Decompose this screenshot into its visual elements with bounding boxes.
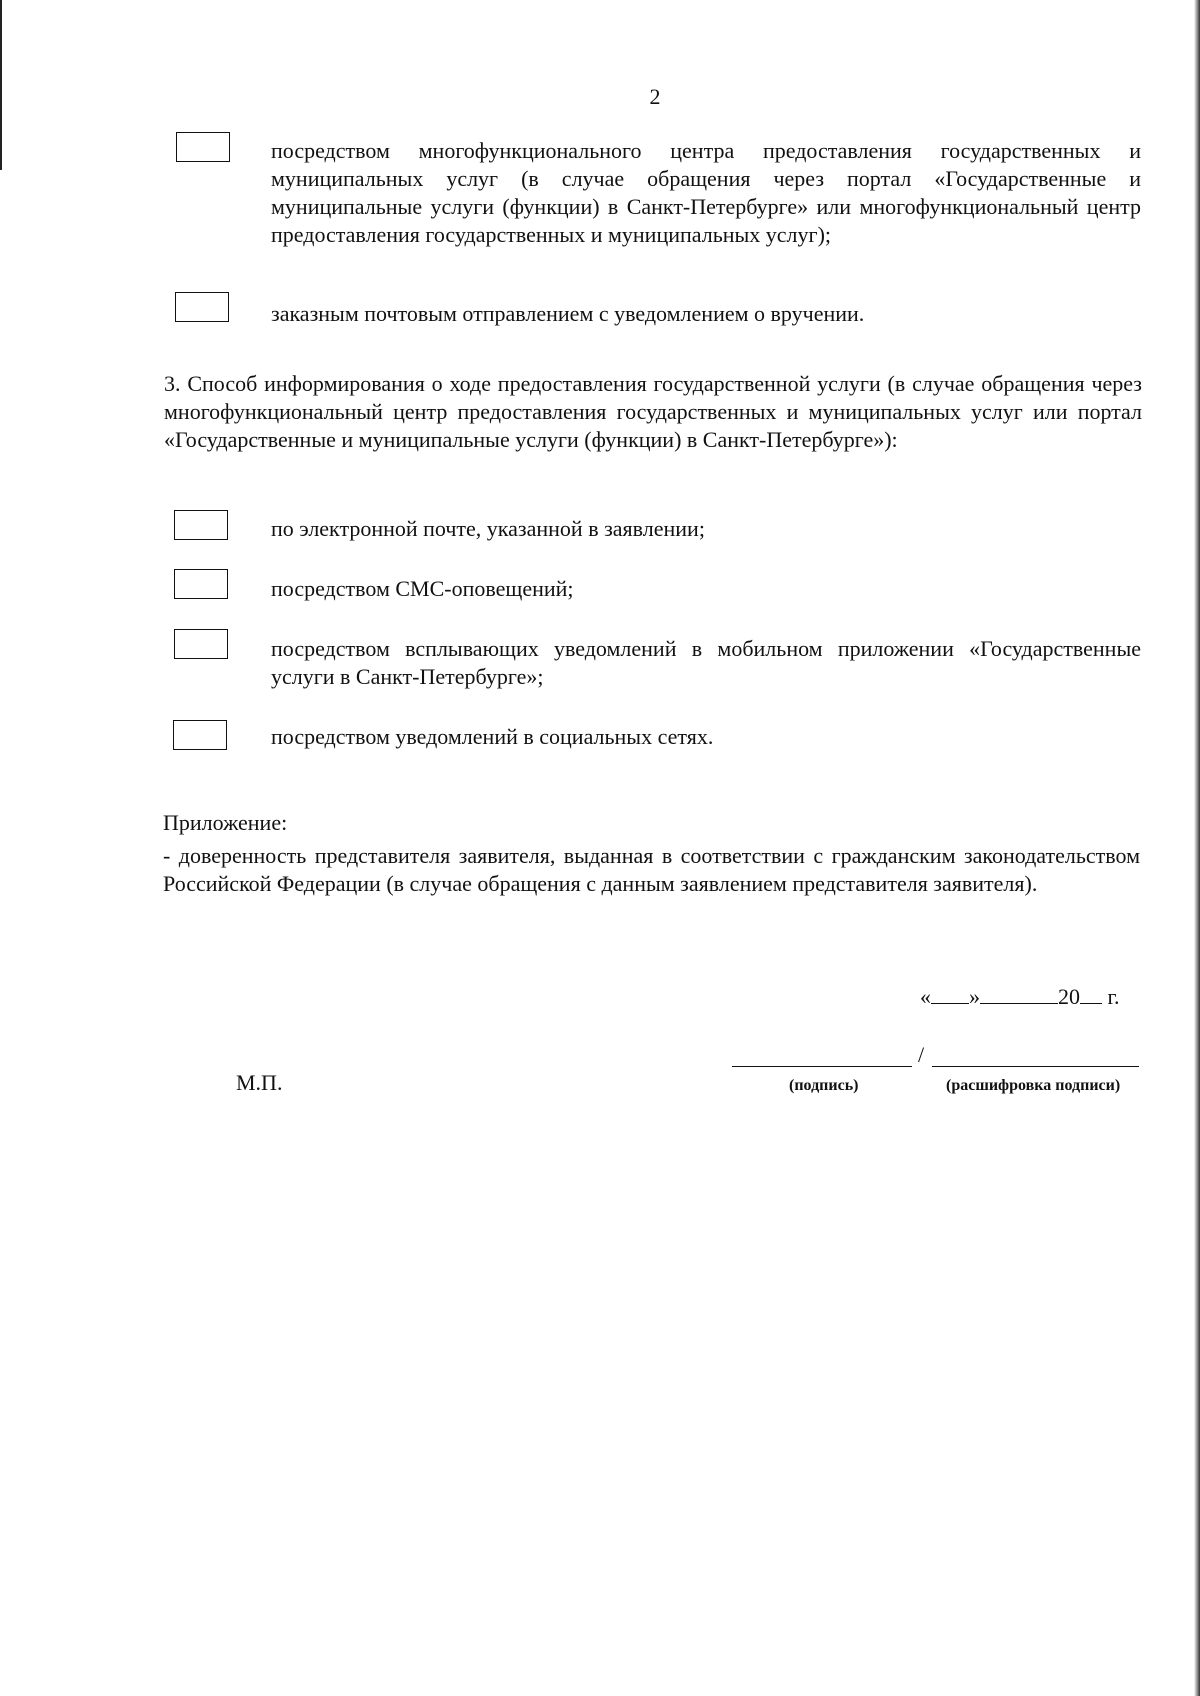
- signature-decoding-line[interactable]: [932, 1066, 1139, 1067]
- notify-option-push: посредством всплывающих уведомлений в мобильном приложении «Государственные услуги в Санкт-Петербурге»;: [271, 636, 1141, 689]
- scan-edge-right: [1194, 0, 1200, 1696]
- checkbox-notify-social[interactable]: [173, 720, 227, 750]
- notify-option-social: посредством уведомлений в социальных сетях.: [271, 724, 714, 749]
- day-blank[interactable]: [931, 983, 969, 1004]
- stamp-place: М.П.: [236, 1070, 283, 1095]
- year-prefix: 20: [1058, 984, 1080, 1009]
- delivery-option-mail: заказным почтовым отправлением с уведомлением о вручении.: [271, 301, 865, 326]
- checkbox-notify-email[interactable]: [174, 510, 228, 540]
- delivery-option-mfc: посредством многофункционального центра предоставления государственных и муниципальных услуг (в случае обращения через портал «Государственные и муниципальные услуги (функции) в Санкт-Петербурге» или многофункциональный центр предоставления государственных и муниципальных услуг);: [271, 138, 1141, 247]
- checkbox-delivery-mail[interactable]: [175, 292, 229, 322]
- section-3-text: 3. Способ информирования о ходе предоставления государственной услуги (в случае обращения через многофункциональный центр предоставления государственных и муниципальных услуг или портал «Государственные и муниципальные услуги (функции) в Санкт-Петербурге»):: [164, 371, 1142, 452]
- scan-edge-left: [0, 0, 2, 170]
- year-blank[interactable]: [1080, 983, 1102, 1004]
- checkbox-notify-sms[interactable]: [174, 569, 228, 599]
- attachment-heading: Приложение:: [163, 810, 288, 835]
- date-close-quote: »: [969, 984, 980, 1009]
- signature-caption: (подпись): [789, 1077, 859, 1094]
- date-line: [920, 983, 1120, 1010]
- signature-line[interactable]: [732, 1066, 912, 1067]
- signature-slash: /: [918, 1042, 925, 1067]
- checkbox-notify-push[interactable]: [174, 629, 228, 659]
- attachment-text: - доверенность представителя заявителя, выданная в соответствии с гражданским законодательством Российской Федерации (в случае обращения с данным заявлением представителя заявителя).: [163, 843, 1140, 896]
- checkbox-delivery-mfc[interactable]: [176, 132, 230, 162]
- date-open-quote: «: [920, 984, 931, 1009]
- year-suffix: г.: [1107, 984, 1120, 1009]
- notify-option-email: по электронной почте, указанной в заявлении;: [271, 516, 705, 541]
- page-number: 2: [649, 84, 661, 109]
- month-blank[interactable]: [980, 983, 1058, 1004]
- decoding-caption: (расшифровка подписи): [946, 1077, 1121, 1094]
- notify-option-sms: посредством СМС-оповещений;: [271, 576, 574, 601]
